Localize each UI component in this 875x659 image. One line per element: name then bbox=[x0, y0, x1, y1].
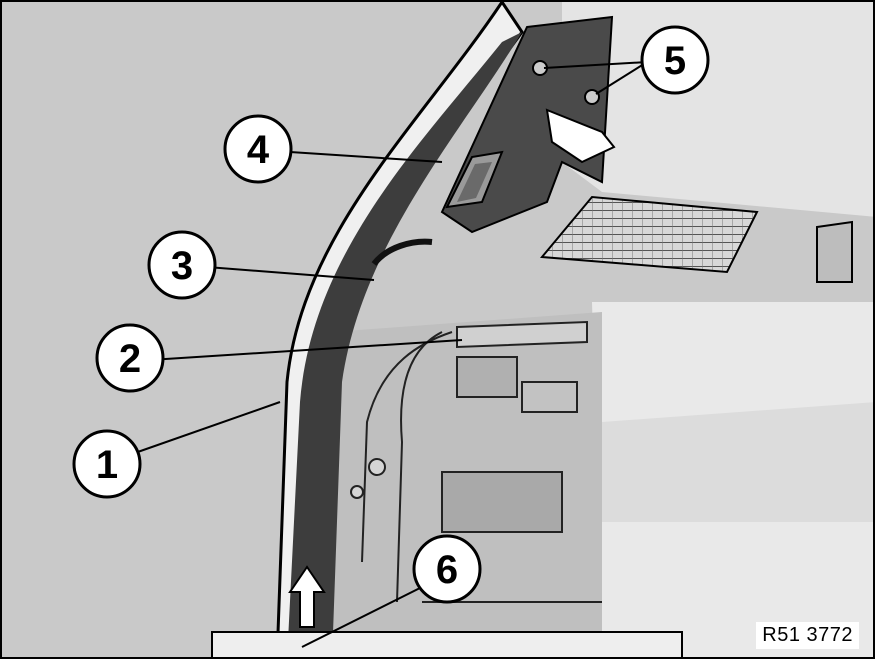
callout-1 bbox=[74, 431, 140, 497]
technical-illustration bbox=[2, 2, 875, 659]
callout-4-label: 4 bbox=[246, 128, 270, 172]
callout-5 bbox=[642, 27, 708, 93]
callout-5-label: 5 bbox=[663, 39, 687, 83]
reference-code: R51 3772 bbox=[756, 622, 859, 649]
callout-4 bbox=[225, 116, 291, 182]
callout-3-label: 3 bbox=[170, 244, 194, 288]
callout-6 bbox=[414, 536, 480, 602]
callout-2 bbox=[97, 325, 163, 391]
callout-3 bbox=[149, 232, 215, 298]
callout-2-label: 2 bbox=[118, 337, 142, 381]
callout-6-label: 6 bbox=[435, 548, 459, 592]
callout-1-label: 1 bbox=[95, 443, 119, 487]
bottom-sill bbox=[212, 632, 682, 659]
